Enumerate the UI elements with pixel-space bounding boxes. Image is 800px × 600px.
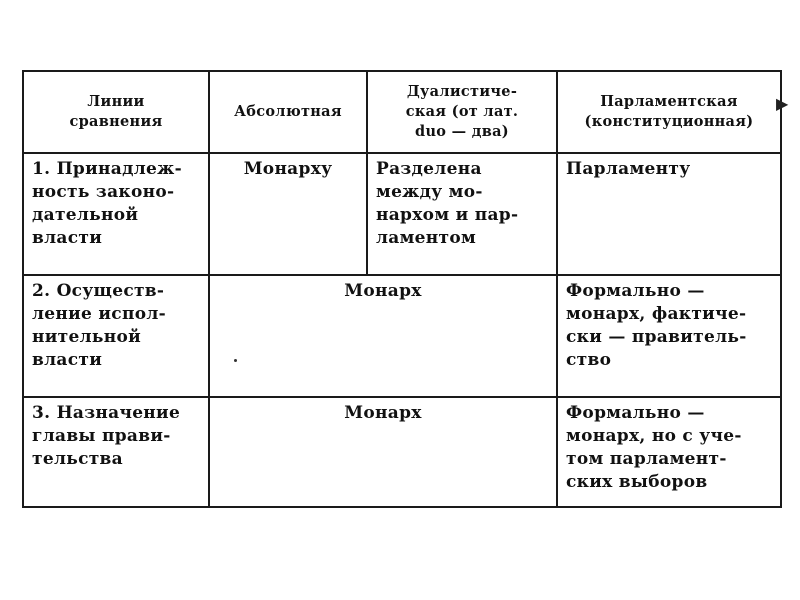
cell-merged-monarch: Монарх <box>209 397 557 507</box>
comparison-table <box>22 70 782 508</box>
cell-dualistic: Разделена между мо- нархом и пар- ламентом <box>367 153 557 275</box>
play-arrow-icon: ▶ <box>776 94 789 113</box>
table-row <box>23 397 781 507</box>
row-criterion: 1. Принадлеж- ность законо- дательной власти <box>23 153 209 275</box>
header-parliamentary: Парламентская (конституционная) <box>557 71 781 153</box>
header-absolute: Абсолютная <box>209 71 367 153</box>
scan-speck <box>234 359 237 362</box>
cell-parliamentary: Формально — монарх, фактиче- ски — правитель- ство <box>557 275 781 397</box>
table-row <box>23 153 781 275</box>
cell-parliamentary: Формально — монарх, но с уче- том парламент- ских выборов <box>557 397 781 507</box>
table-row <box>23 275 781 397</box>
row-criterion: 3. Назначение главы прави- тельства <box>23 397 209 507</box>
row-criterion: 2. Осуществ- ление испол- нительной власти <box>23 275 209 397</box>
header-criteria: Линии сравнения <box>23 71 209 153</box>
header-dualistic: Дуалистиче- ская (от лат. duo — два) <box>367 71 557 153</box>
cell-absolute: Монарху <box>209 153 367 275</box>
table-header-row <box>23 71 781 153</box>
cell-parliamentary: Парламенту <box>557 153 781 275</box>
cell-merged-monarch: Монарх <box>209 275 557 397</box>
